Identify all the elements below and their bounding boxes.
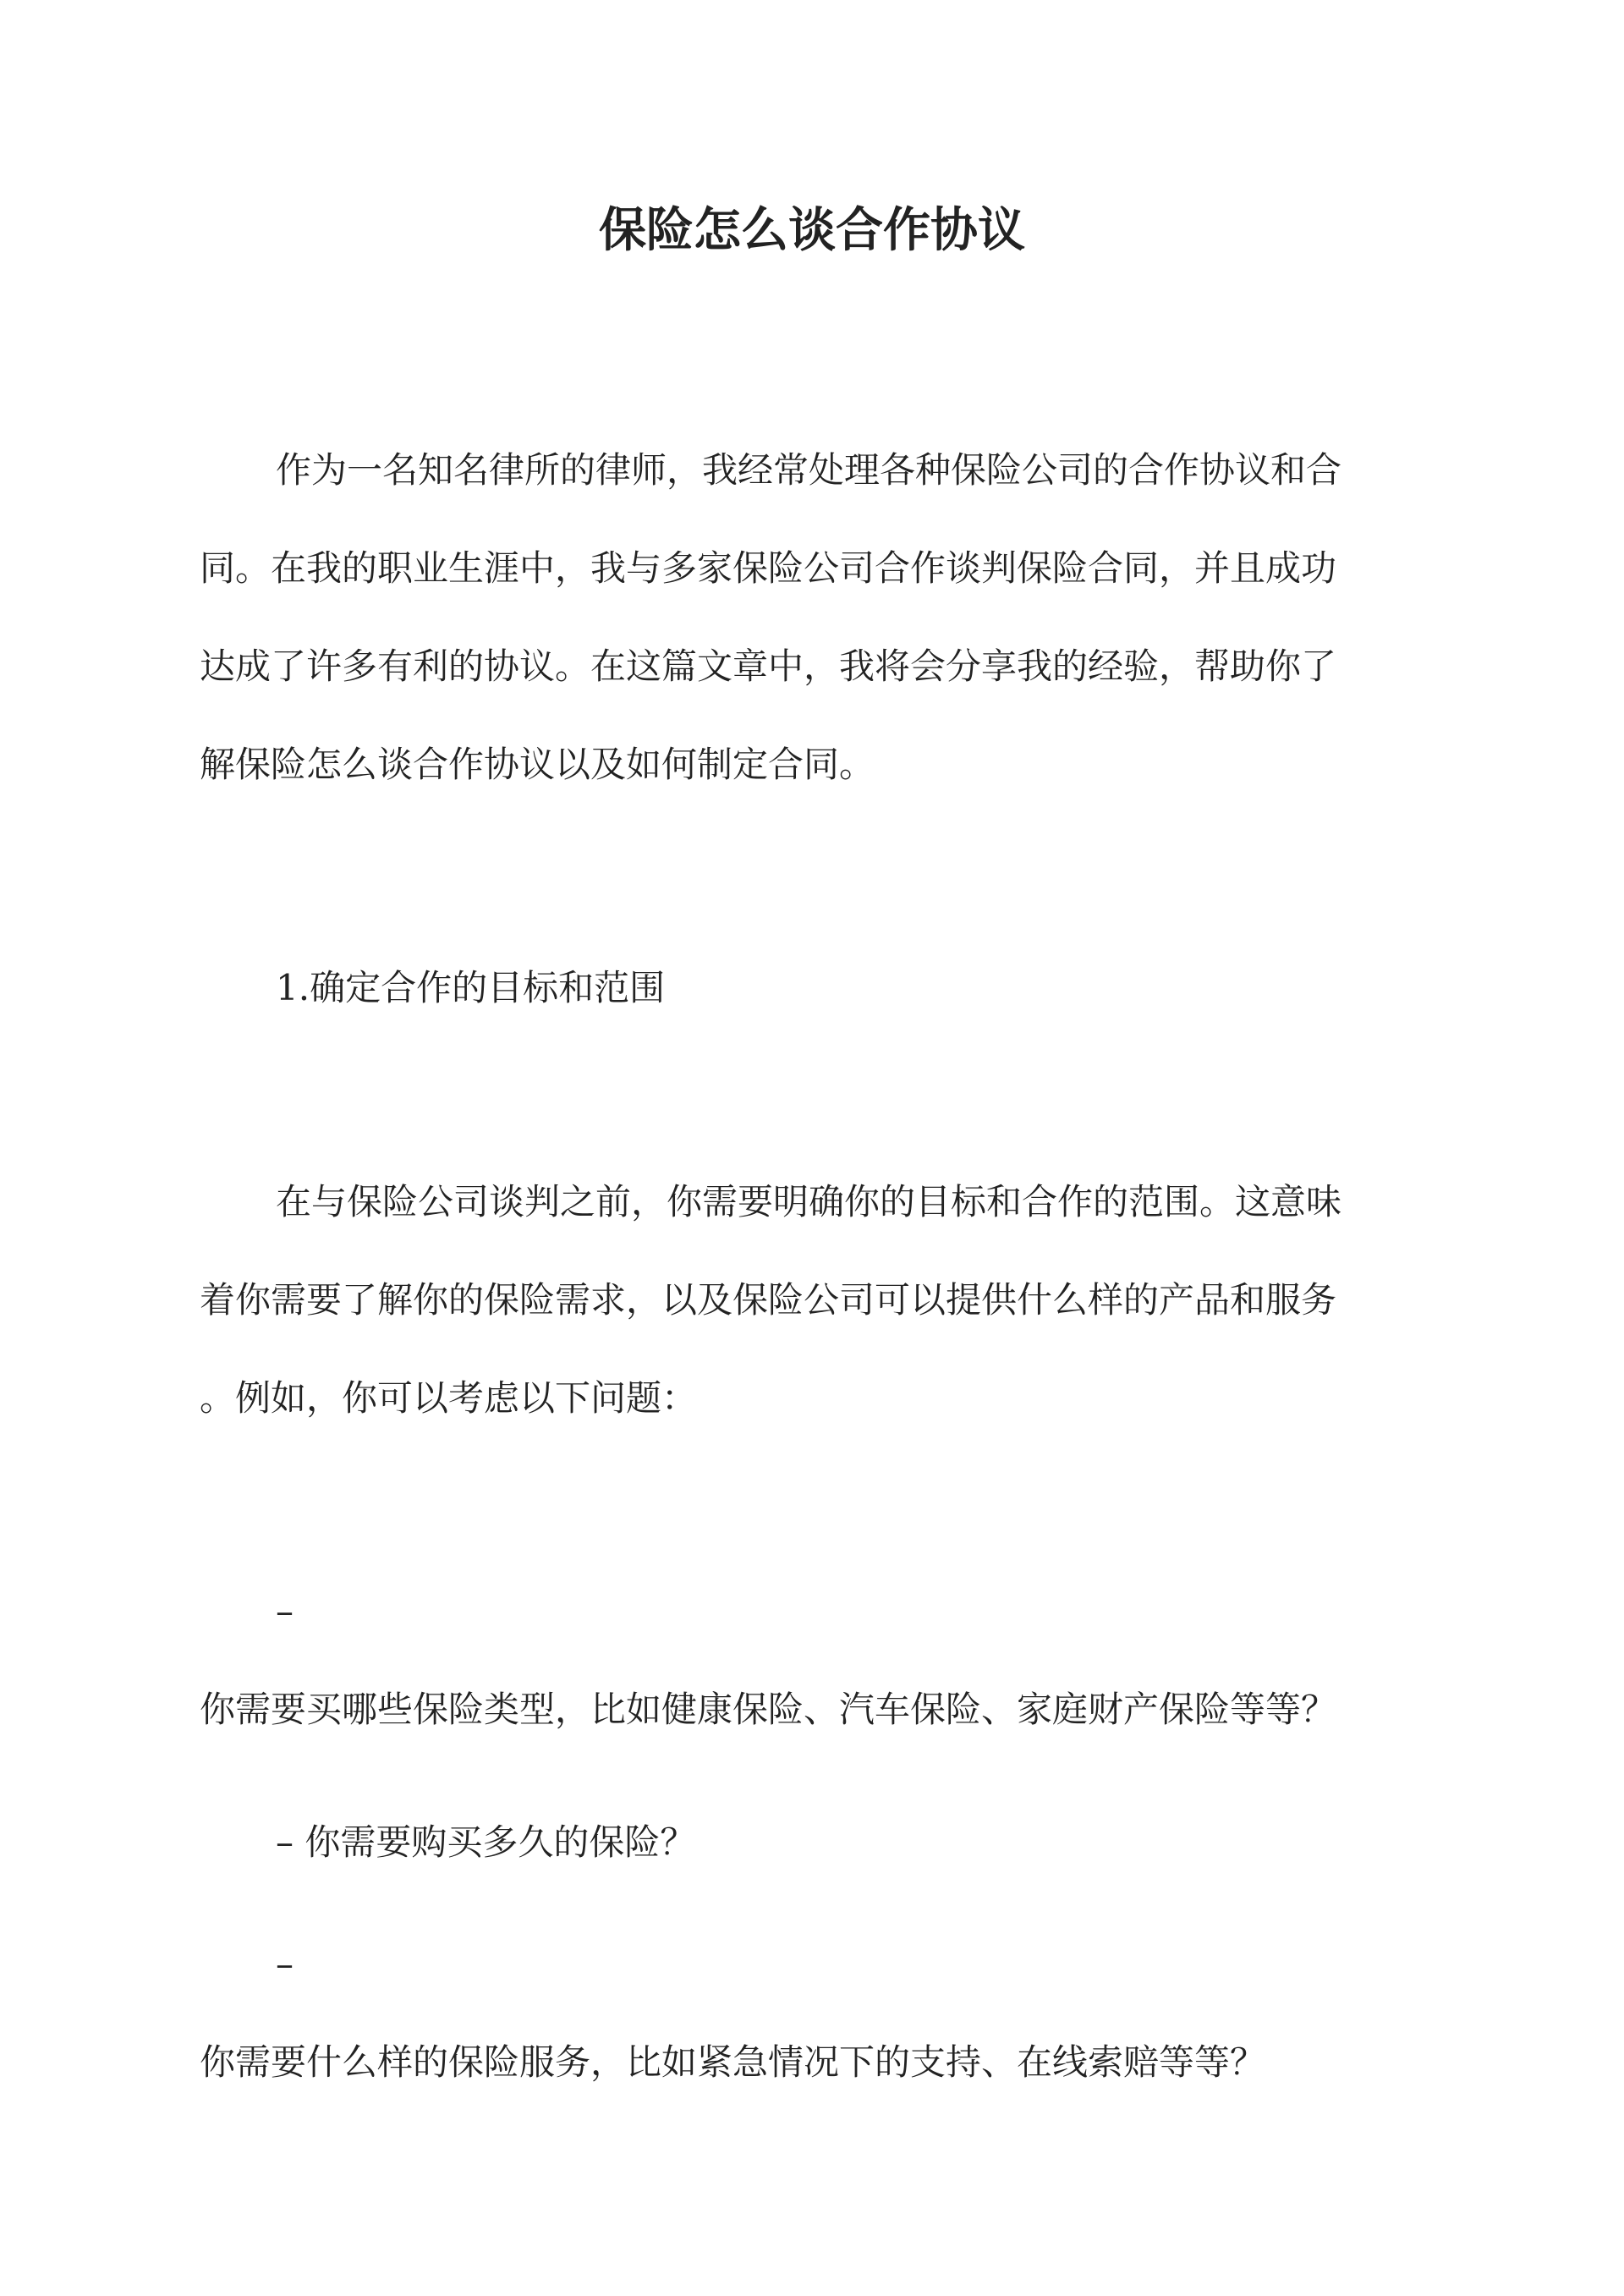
intro-line: 作为一名知名律所的律师，我经常处理各种保险公司的合作协议和合 (276, 449, 1342, 491)
bullet-text: 你需要什么样的保险服务，比如紧急情况下的支持、在线索赔等等？ (200, 2041, 1266, 2083)
bullet-item (200, 1563, 1426, 1759)
section-line: 。例如，你可以考虑以下问题： (200, 1377, 698, 1419)
section-line: 在与保险公司谈判之前，你需要明确你的目标和合作的范围。这意味 (276, 1181, 1342, 1222)
bullet-item (200, 1793, 1426, 1892)
bullet-dash: – (276, 1943, 294, 1985)
bullet-text: 你需要买哪些保险类型，比如健康保险、汽车保险、家庭财产保险等等？ (200, 1689, 1337, 1730)
intro-line: 解保险怎么谈合作协议以及如何制定合同。 (200, 744, 875, 785)
section-line: 着你需要了解你的保险需求，以及保险公司可以提供什么样的产品和服务 (200, 1279, 1337, 1321)
intro-paragraph (200, 421, 1426, 814)
bullet-item (200, 1915, 1426, 2112)
bullet-dash: – (276, 1590, 294, 1632)
section-paragraph (200, 1153, 1426, 1447)
bullet-dash: – (276, 1821, 294, 1863)
bullet-text: 你需要购买多久的保险？ (304, 1821, 696, 1863)
intro-line: 同。在我的职业生涯中，我与多家保险公司合作谈判保险合同，并且成功 (200, 547, 1337, 589)
document-title: 保险怎么谈合作协议 (599, 202, 1025, 258)
section-heading: 1.确定合作的目标和范围 (276, 967, 666, 1008)
intro-line: 达成了许多有利的协议。在这篇文章中，我将会分享我的经验，帮助你了 (200, 645, 1337, 687)
